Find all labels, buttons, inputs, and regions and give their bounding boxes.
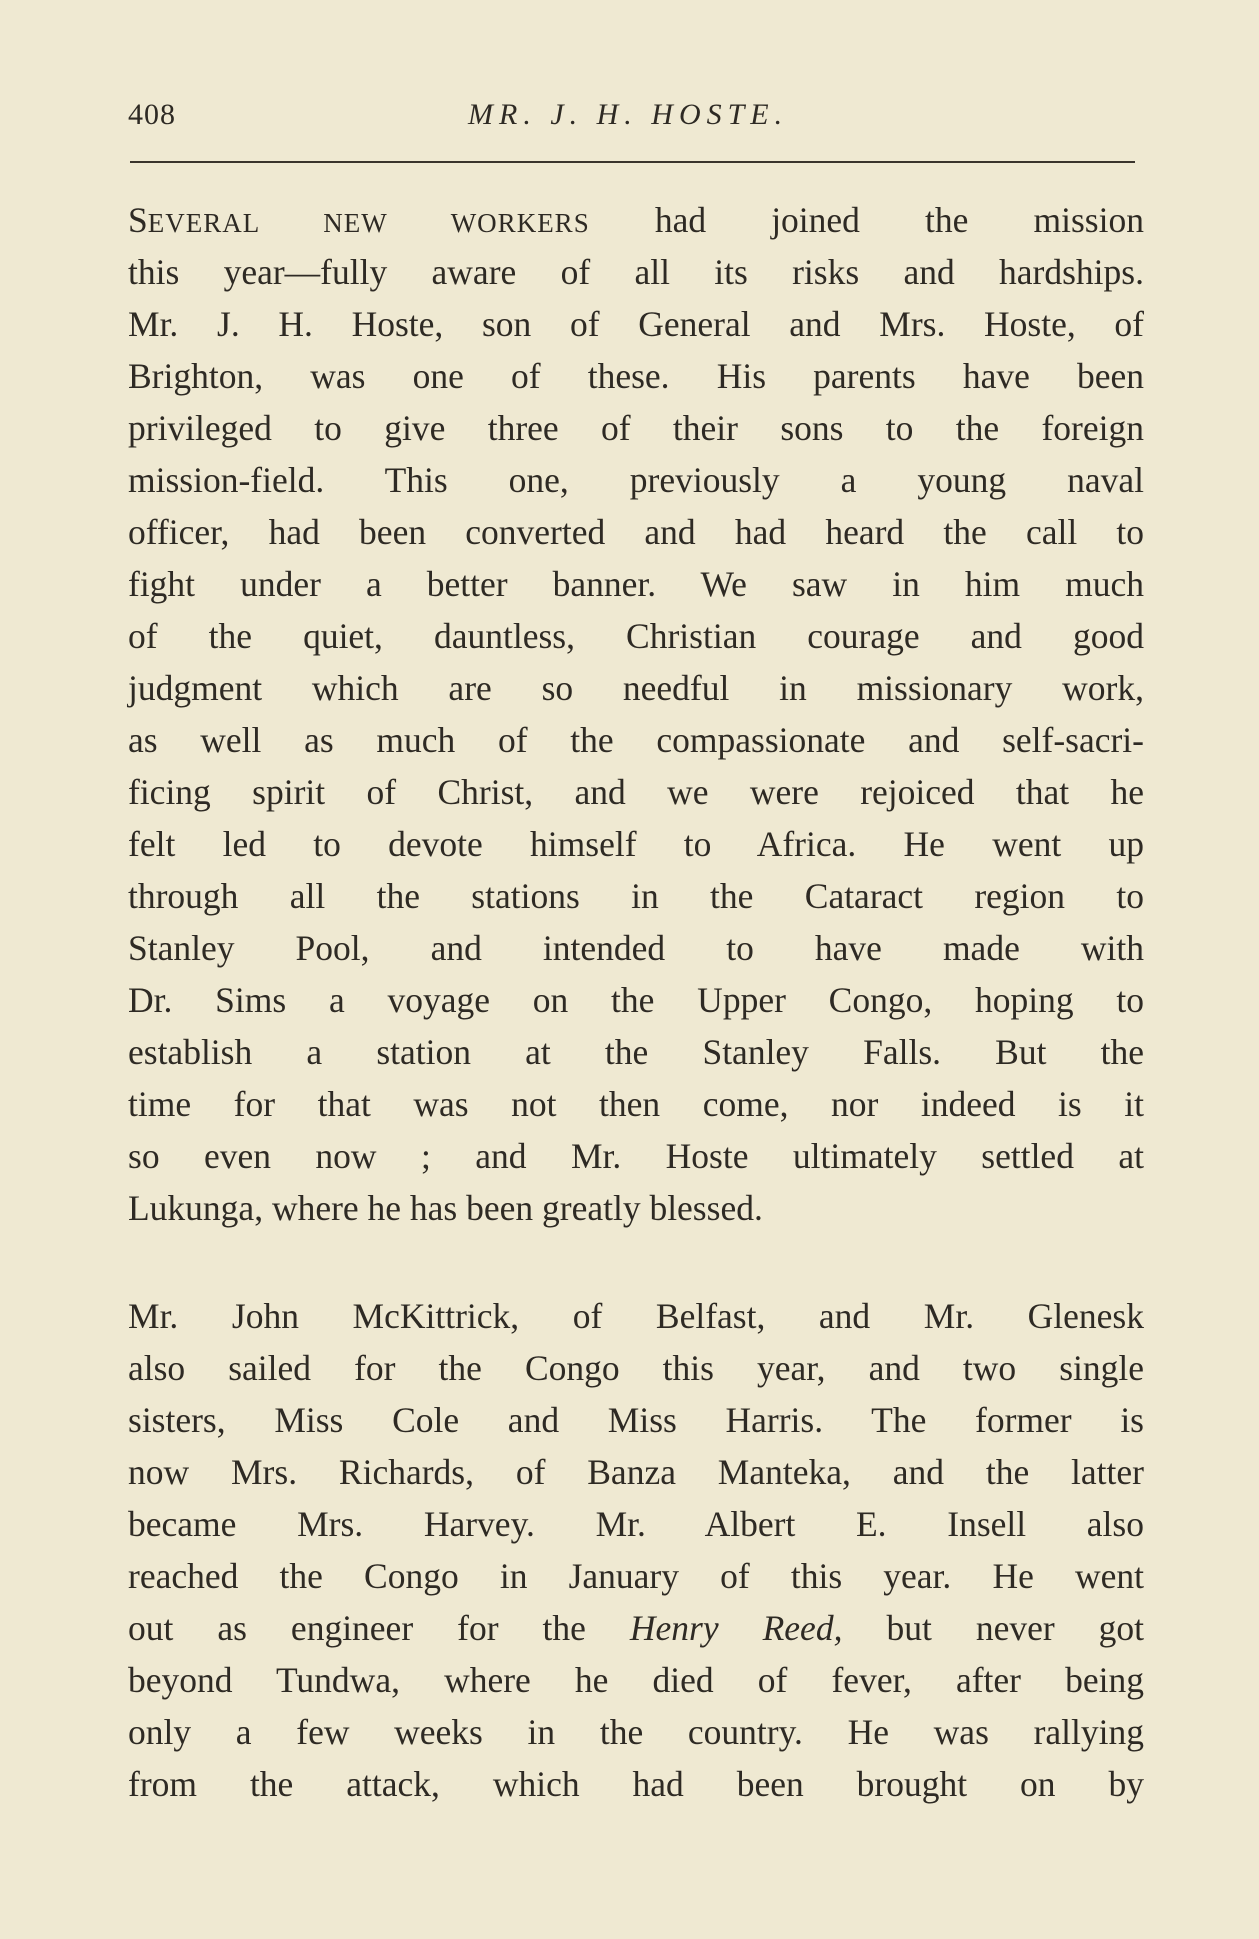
paragraph-line: ficing spirit of Christ, and we were rejoiced that he [128,772,1144,812]
line-text: but never got [842,1608,1145,1648]
paragraph-line: Brighton, was one of these. His parents have been [128,356,1144,396]
paragraph-line: Mr. J. H. Hoste, son of General and Mrs. Hoste, of [128,304,1144,344]
paragraph-line: now Mrs. Richards, of Banza Manteka, and the latter [128,1452,1144,1492]
paragraph-line: mission-field. This one, previously a young naval [128,460,1144,500]
paragraph-line: sisters, Miss Cole and Miss Harris. The former is [128,1400,1144,1440]
line-text: had joined the mission [589,200,1144,240]
paragraph-line: Lukunga, where he has been greatly blessed. [128,1188,763,1228]
paragraph-line: reached the Congo in January of this year. He went [128,1556,1144,1596]
running-title: MR. J. H. HOSTE. [468,98,789,131]
paragraph-line [128,1602,1144,1654]
paragraph-line: this year—fully aware of all its risks and hardships. [128,252,1144,292]
paragraph-line: from the attack, which had been brought on by [128,1764,1144,1804]
paragraph-line: privileged to give three of their sons to the foreign [128,408,1144,448]
page-number: 408 [128,98,176,131]
paragraph-line: Dr. Sims a voyage on the Upper Congo, hoping to [128,980,1144,1020]
paragraph-line: so even now ; and Mr. Hoste ultimately settled at [128,1136,1144,1176]
opening-capital: S [128,200,148,240]
paragraph-line: establish a station at the Stanley Falls. But the [128,1032,1144,1072]
ship-name: Henry Reed, [629,1608,843,1648]
paragraph-line: officer, had been converted and had heard the call to [128,512,1144,552]
paragraph-line: time for that was not then come, nor indeed is it [128,1084,1144,1124]
paragraph-line: Mr. John McKittrick, of Belfast, and Mr. Glenesk [128,1296,1144,1336]
paragraph-1 [128,194,1144,1234]
paragraph-2 [128,1290,1144,1810]
opening-small-caps: EVERAL NEW WORKERS [147,208,590,238]
paragraph-line: as well as much of the compassionate and self-sacri- [128,720,1144,760]
paragraph-line: fight under a better banner. We saw in him much [128,564,1144,604]
paragraph-line: judgment which are so needful in missionary work, [128,668,1144,708]
paragraph-line: only a few weeks in the country. He was rallying [128,1712,1144,1752]
paragraph-line: through all the stations in the Cataract region to [128,876,1144,916]
running-head [128,98,1136,148]
line-text: out as engineer for the [128,1608,630,1648]
paragraph-line: beyond Tundwa, where he died of fever, after being [128,1660,1144,1700]
paragraph-line: felt led to devote himself to Africa. He went up [128,824,1144,864]
paragraph-line: also sailed for the Congo this year, and two single [128,1348,1144,1388]
paragraph-line: became Mrs. Harvey. Mr. Albert E. Insell also [128,1504,1144,1544]
paragraph-line: Stanley Pool, and intended to have made with [128,928,1144,968]
header-rule [130,161,1135,163]
paragraph-line [128,194,1144,246]
paragraph-line: of the quiet, dauntless, Christian courage and good [128,616,1144,656]
